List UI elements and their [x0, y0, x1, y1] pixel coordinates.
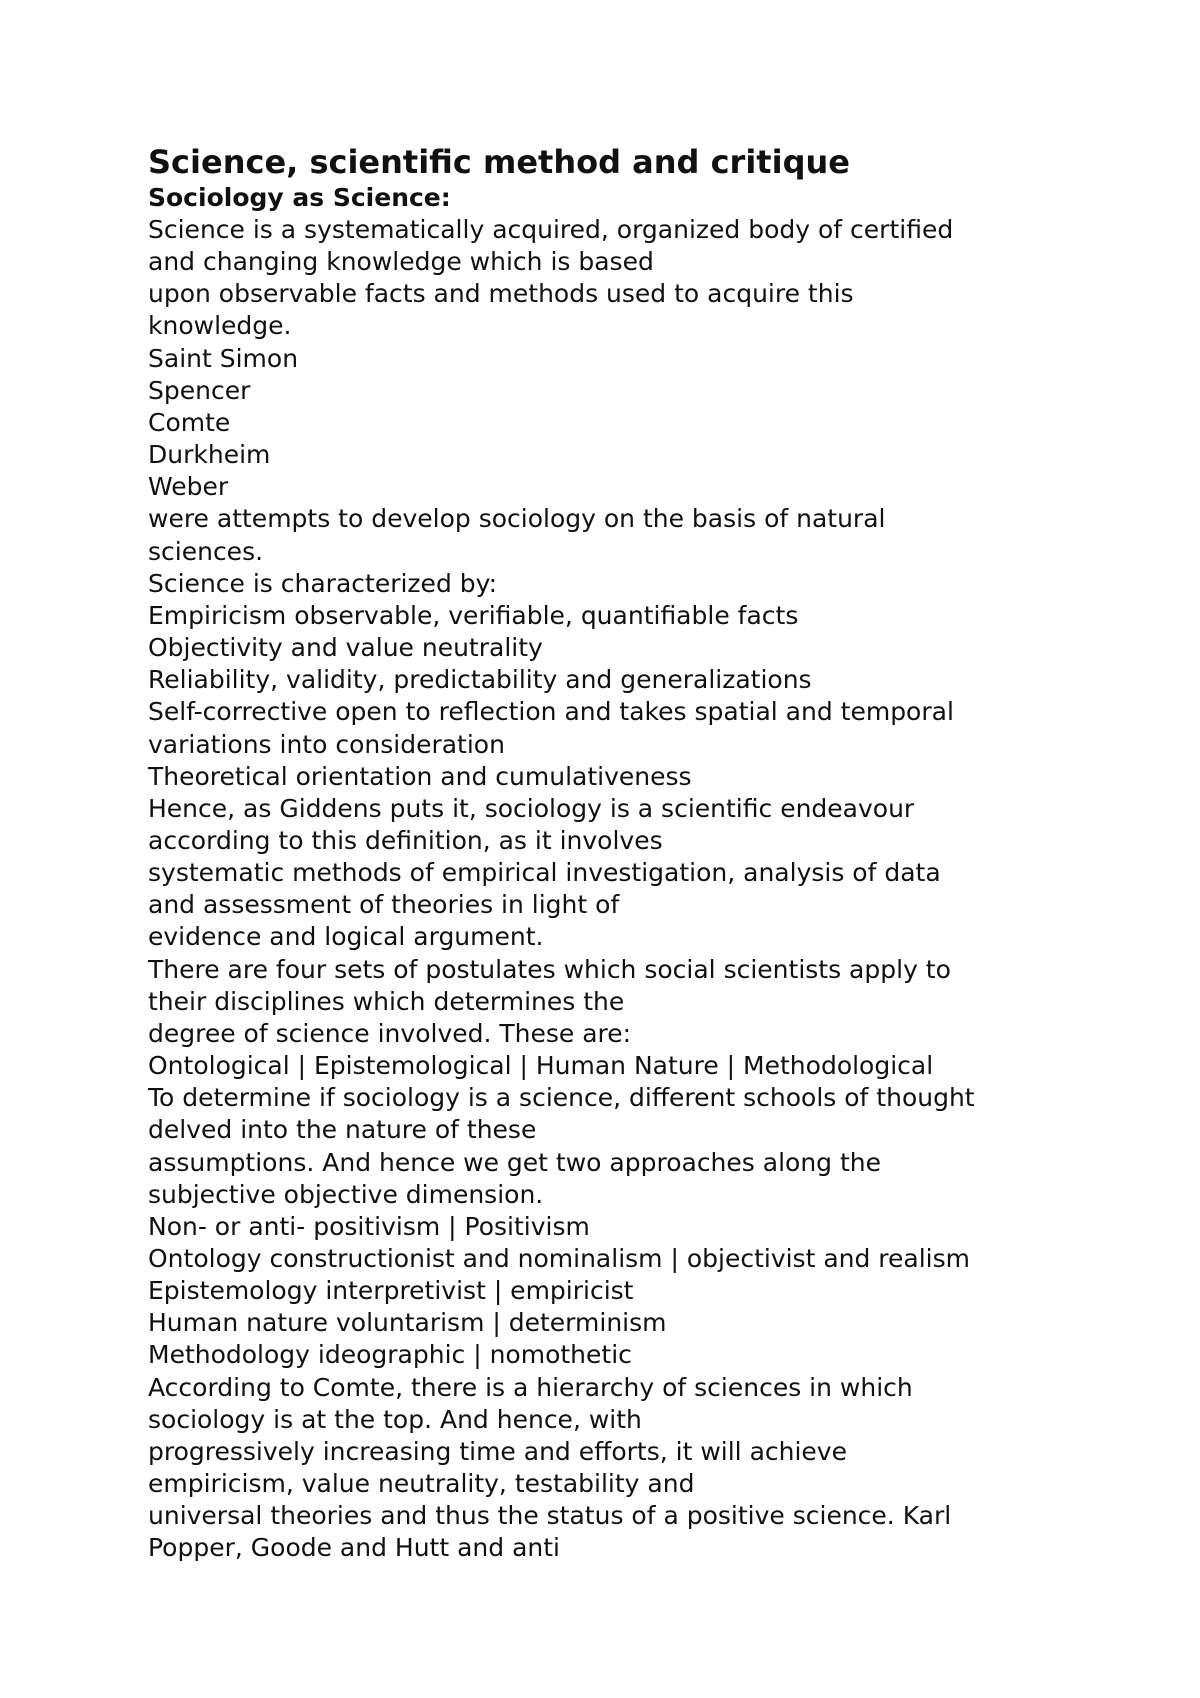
section-heading: Sociology as Science: [148, 183, 451, 212]
text-line: were attempts to develop sociology on the basis of natural [148, 504, 886, 534]
text-line: Weber [148, 472, 229, 502]
text-line: Self-corrective open to reflection and takes spatial and temporal [148, 697, 954, 727]
text-line: Hence, as Giddens puts it, sociology is a scientific endeavour [148, 793, 915, 823]
text-line: evidence and logical argument. [148, 922, 544, 952]
text-line: Methodology ideographic | nomothetic [148, 1340, 632, 1370]
text-line: Ontological | Epistemological | Human Nature | Methodological [148, 1051, 934, 1081]
text-line: Empiricism observable, verifiable, quantifiable facts [148, 600, 799, 630]
body-text [148, 214, 1078, 1565]
text-line: There are four sets of postulates which social scientists apply to [148, 954, 951, 984]
text-line: Science is a systematically acquired, organized body of certified [148, 215, 954, 244]
text-line: sociology is at the top. And hence, with [148, 1404, 642, 1434]
text-line: delved into the nature of these [148, 1115, 537, 1145]
text-line: sciences. [148, 536, 264, 566]
text-line: their disciplines which determines the [148, 986, 625, 1016]
text-line: Comte [148, 407, 231, 437]
text-line: Epistemology interpretivist | empiricist [148, 1276, 634, 1306]
text-line: Science is characterized by: [148, 568, 498, 598]
text-line: systematic methods of empirical investigation, analysis of data [148, 858, 941, 888]
text-line: subjective objective dimension. [148, 1179, 544, 1209]
text-line: Popper, Goode and Hutt and anti [148, 1533, 560, 1563]
text-line: knowledge. [148, 311, 292, 341]
text-line: upon observable facts and methods used to acquire this [148, 279, 854, 309]
text-line: degree of science involved. These are: [148, 1018, 632, 1048]
text-line: Theoretical orientation and cumulativeness [148, 761, 692, 791]
text-line: and changing knowledge which is based [148, 247, 654, 277]
text-line: Saint Simon [148, 343, 299, 373]
text-line: Reliability, validity, predictability and generalizations [148, 665, 812, 695]
text-line: universal theories and thus the status of a positive science. Karl [148, 1501, 952, 1531]
text-line: according to this definition, as it involves [148, 825, 663, 855]
text-line: Objectivity and value neutrality [148, 633, 543, 663]
text-line: According to Comte, there is a hierarchy of sciences in which [148, 1372, 913, 1402]
document-content [148, 142, 1078, 1565]
text-line: and assessment of theories in light of [148, 890, 620, 920]
text-line: Spencer [148, 375, 251, 405]
text-line: Ontology constructionist and nominalism | objectivist and realism [148, 1244, 971, 1273]
text-line: To determine if sociology is a science, different schools of thought [148, 1083, 975, 1113]
text-line: Durkheim [148, 440, 271, 470]
text-line: Non- or anti- positivism | Positivism [148, 1211, 590, 1241]
document-title: Science, scientific method and critique [148, 143, 850, 181]
text-line: empiricism, value neutrality, testability and [148, 1469, 695, 1499]
text-line: progressively increasing time and efforts, it will achieve [148, 1436, 847, 1466]
text-line: variations into consideration [148, 729, 505, 759]
text-line: Human nature voluntarism | determinism [148, 1308, 667, 1338]
text-line: assumptions. And hence we get two approaches along the [148, 1147, 882, 1177]
